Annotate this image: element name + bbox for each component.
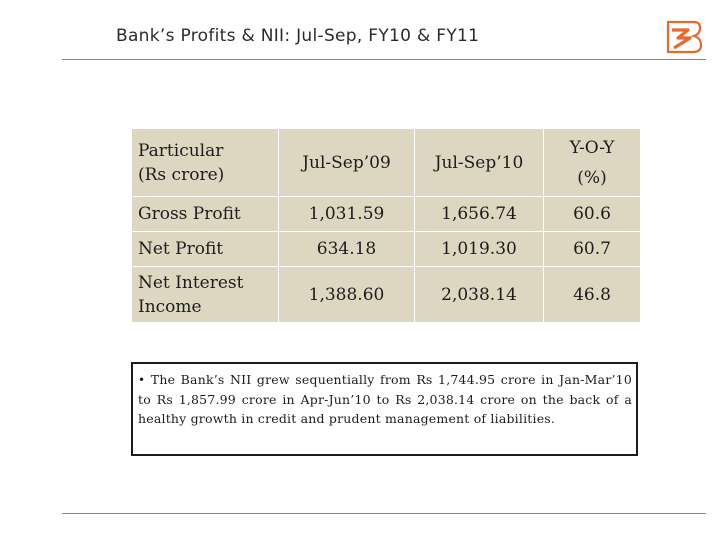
- header-particular: Particular (Rs crore): [132, 129, 279, 197]
- header-period2: Jul-Sep’10: [415, 129, 544, 197]
- row-label: Gross Profit: [132, 197, 279, 232]
- row-value-period1: 634.18: [279, 232, 415, 267]
- table-header-row: [132, 129, 641, 197]
- row-value-period1: 1,388.60: [279, 267, 415, 323]
- commentary-text: The Bank’s NII grew sequentially from Rs 1,744.95 crore in Jan-Mar’10 to Rs 1,857.99 crore in Apr-Jun’10 to Rs 2,038.14 crore on the back of a healthy growth in credit and prudent management of liabilities.: [138, 372, 632, 426]
- header-period1: Jul-Sep’09: [279, 129, 415, 197]
- slide-title: Bank’s Profits & NII: Jul-Sep, FY10 & FY11: [116, 26, 480, 46]
- table-row: [132, 197, 641, 232]
- commentary-box: [131, 362, 638, 456]
- row-label: Net Profit: [132, 232, 279, 267]
- header-yoy: Y-O-Y (%): [544, 129, 641, 197]
- row-value-period2: 1,019.30: [415, 232, 544, 267]
- bullet-icon: •: [138, 373, 146, 387]
- table-row: [132, 232, 641, 267]
- row-value-period1: 1,031.59: [279, 197, 415, 232]
- top-divider: [62, 59, 706, 60]
- row-label: Net Interest Income: [132, 267, 279, 323]
- row-value-yoy: 60.7: [544, 232, 641, 267]
- row-value-yoy: 60.6: [544, 197, 641, 232]
- row-value-period2: 2,038.14: [415, 267, 544, 323]
- bottom-divider: [62, 513, 706, 514]
- row-value-period2: 1,656.74: [415, 197, 544, 232]
- profits-table: [131, 128, 641, 323]
- bank-logo-icon: [664, 18, 704, 56]
- row-value-yoy: 46.8: [544, 267, 641, 323]
- table-row: [132, 267, 641, 323]
